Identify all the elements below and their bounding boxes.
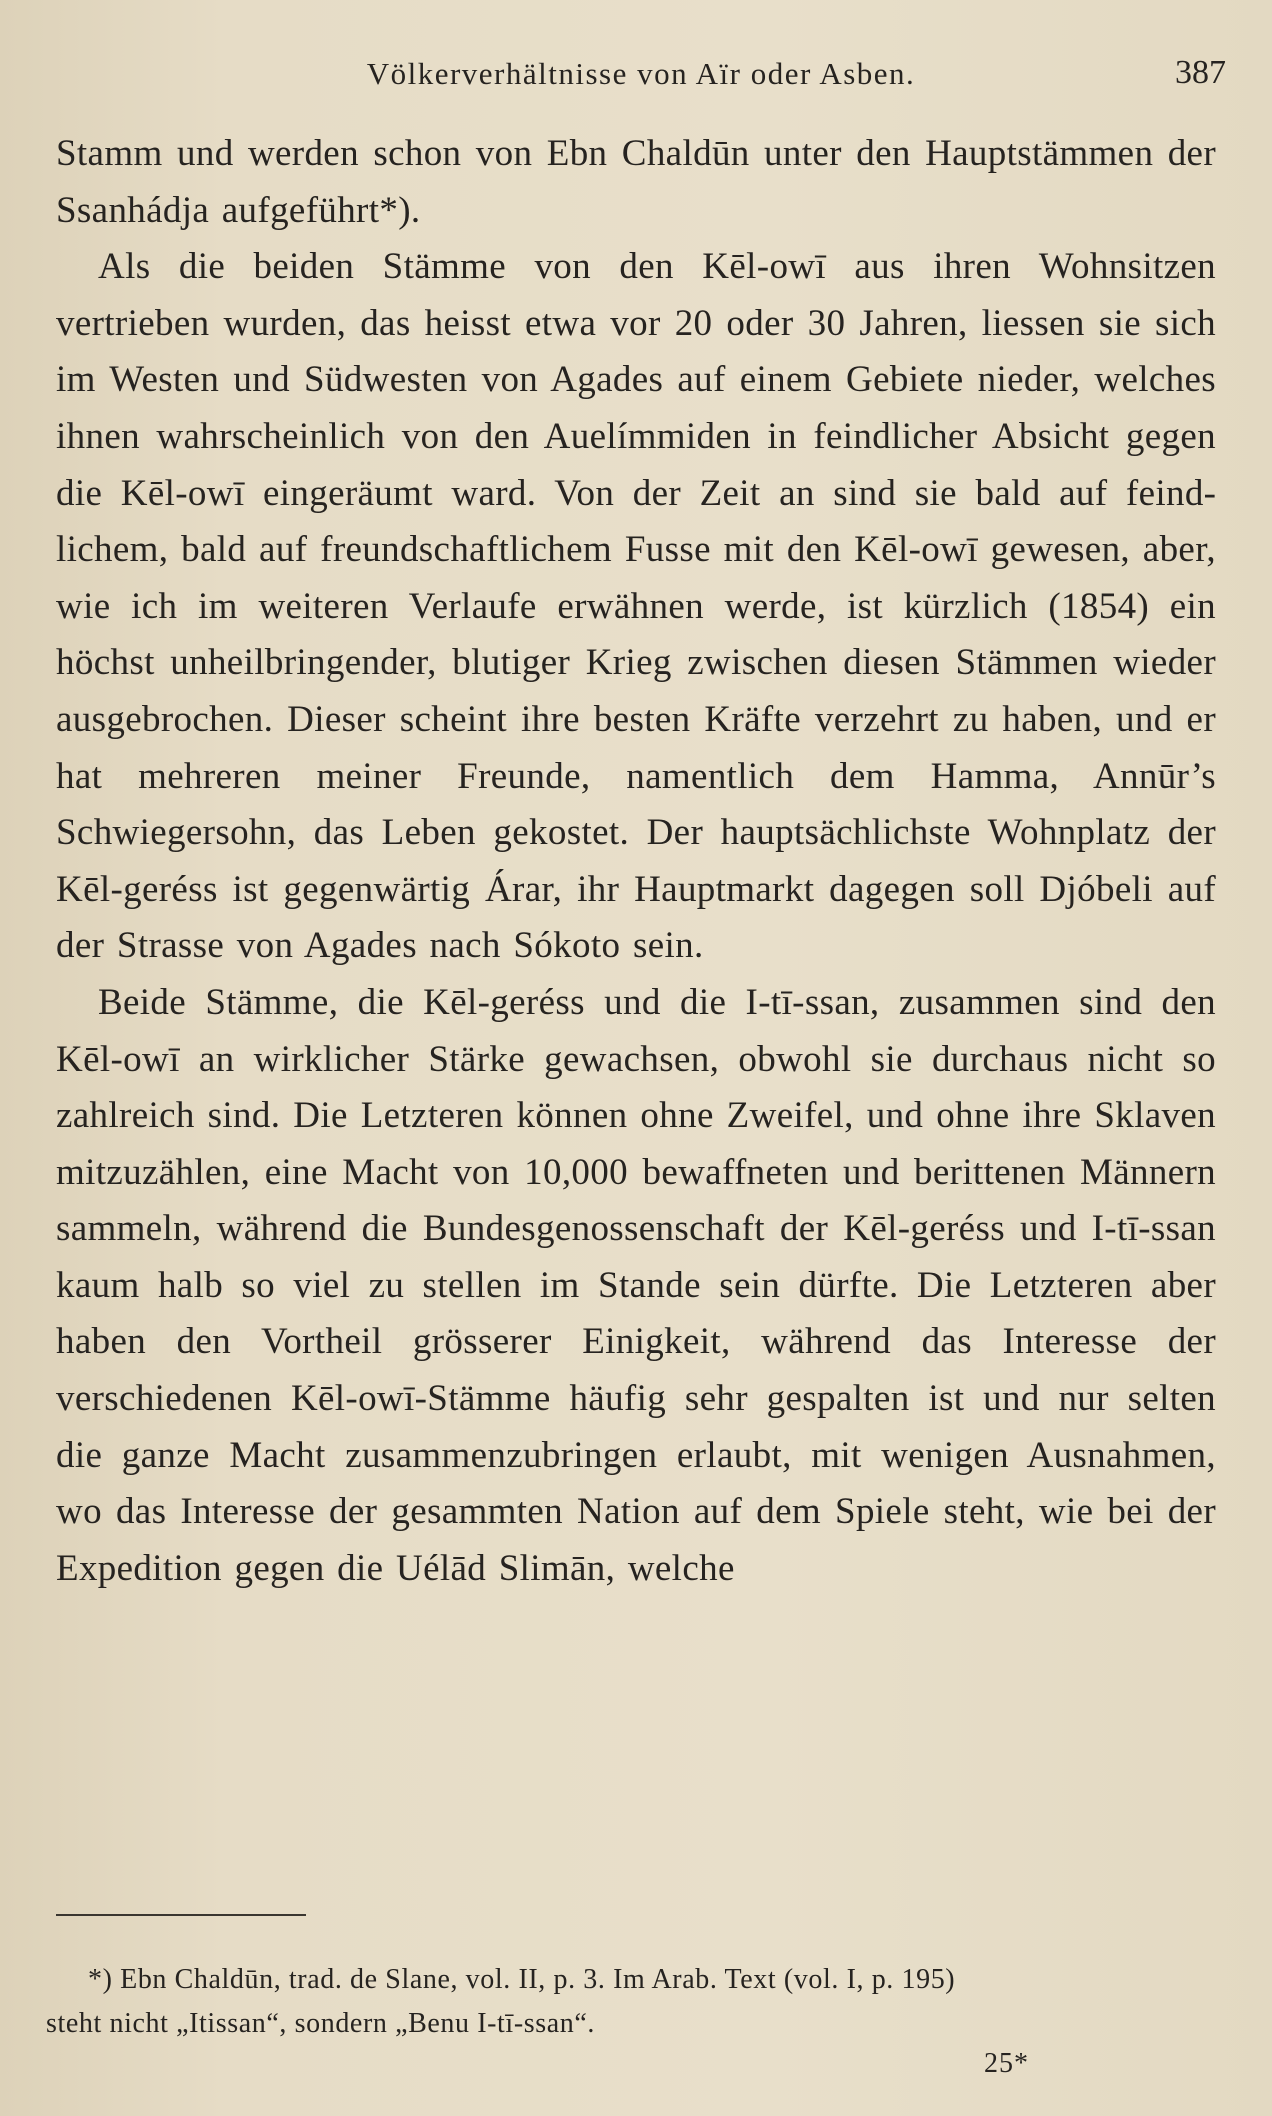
paragraph: Als die beiden Stämme von den Kēl-owī aus ihren Wohnsitzen vertrieben wurden, das heisst etwa vor 20 oder 30 Jahren, liessen sie sich im Westen und Südwesten von Agades auf einem Gebiete nieder, welches ihnen wahrscheinlich von den Auelímmiden in feindlicher Absicht gegen die Kēl-owī eingeräumt ward. Von der Zeit an sind sie bald auf feindlichem, bald auf freundschaftlichem Fusse mit den Kēl-owī gewesen, aber, wie ich im weiteren Verlaufe erwähnen werde, ist kürzlich (1854) ein höchst unheilbringender, blutiger Krieg zwischen diesen Stämmen wieder ausgebrochen. Dieser scheint ihre besten Kräfte verzehrt zu haben, und er hat mehreren meiner Freunde, namentlich dem Hamma, Annūr’s Schwiegersohn, das Leben gekostet. Der hauptsächlichste Wohnplatz der Kēl-geréss ist gegenwärtig Árar, ihr Hauptmarkt dagegen soll Djóbeli auf der Strasse von Agades nach Sókoto sein. — [56, 246, 1216, 967]
footnote-divider — [56, 1914, 306, 1916]
footnote-line: steht nicht „Itissan“, sondern „Benu I-tī-ssan“. — [46, 2008, 595, 2039]
footnote-line: *) Ebn Chaldūn, trad. de Slane, vol. II, p. 3. Im Arab. Text (vol. I, p. 195) — [88, 1964, 956, 1995]
page-number: 387 — [1175, 54, 1226, 91]
footnote — [46, 1958, 1196, 2046]
running-title: Völkerverhältnisse von Aïr oder Asben. — [366, 56, 916, 91]
signature-mark: 25* — [984, 2048, 1029, 2079]
paragraph-continuation: Stamm und werden schon von Ebn Chaldūn unter den Hauptstämmen der Ssanhádja aufgeführt*). — [56, 133, 1216, 231]
body-text — [56, 126, 1216, 1597]
paragraph: Beide Stämme, die Kēl-geréss und die I-tī-ssan, zusammen sind den Kēl-owī an wirklicher Stärke gewachsen, obwohl sie durchaus nicht so zahlreich sind. Die Letzteren können ohne Zweifel, und ohne ihre Sklaven mitzuzählen, eine Macht von 10,000 bewaffneten und berittenen Männern sammeln, während die Bundesgenossenschaft der Kēl-geréss und I-tī-ssan kaum halb so viel zu stellen im Stande sein dürfte. Die Letzteren aber haben den Vortheil grösserer Einigkeit, während das Interesse der verschiedenen Kēl-owī-Stämme häufig sehr gespalten ist und nur selten die ganze Macht zusammenzubringen erlaubt, mit wenigen Ausnahmen, wo das Interesse der gesammten Nation auf dem Spiele steht, wie bei der Expedition gegen die Uélād Slimān, welche — [56, 981, 1216, 1589]
page-header — [56, 50, 1226, 100]
